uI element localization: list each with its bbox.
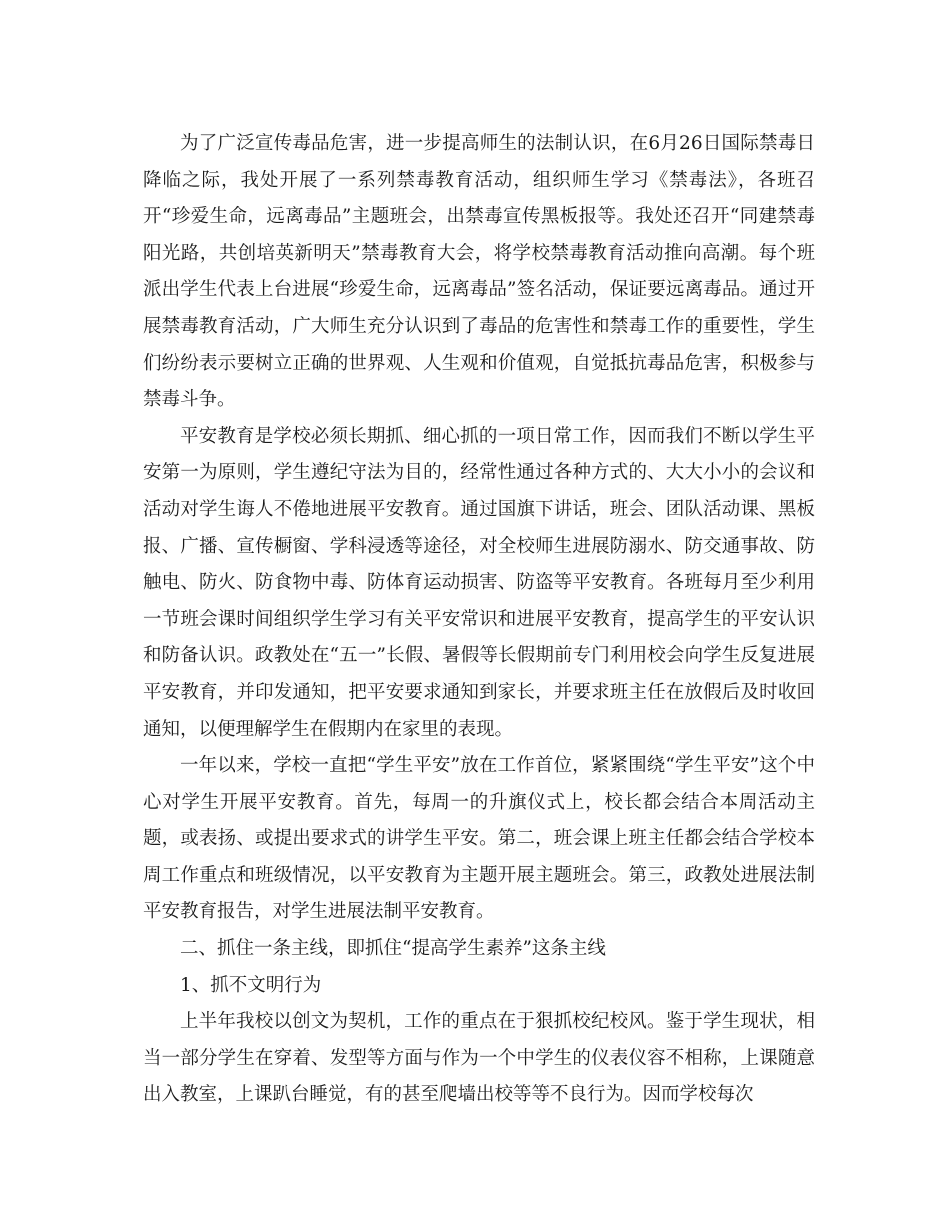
document-body [143,126,815,1114]
subsection-heading-uncivil-behavior: 1、抓不文明行为 [180,974,322,996]
paragraph-student-safety-priority: 一年以来，学校一直把“学生平安”放在工作首位，紧紧围绕“学生平安”这个中心对学生开展平安教育。首先，每周一的升旗仪式上，校长都会结合本周活动主题，或表扬、或提出要求式的讲学生平安。第二，班会课上班主任都会结合学校本周工作重点和班级情况，以平安教育为主题开展主题班会。第三，政教处进展法制平安教育报告，对学生进展法制平安教育。 [143,755,815,923]
paragraph-safety-education: 平安教育是学校必须长期抓、细心抓的一项日常工作，因而我们不断以学生平安第一为原则，学生遵纪守法为目的，经常性通过各种方式的、大大小小的会议和活动对学生诲人不倦地进展平安教育。通过国旗下讲话，班会、团队活动课、黑板报、广播、宣传橱窗、学科浸透等途径，对全校师生进展防溺水、防交通事故、防触电、防火、防食物中毒、防体育运动损害、防盗等平安教育。各班每月至少利用一节班会课时间组织学生学习有关平安常识和进展平安教育，提高学生的平安认识和防备认识。政教处在“五一”长假、暑假等长假期前专门利用校会向学生反复进展平安教育，并印发通知，把平安要求通知到家长，并要求班主任在放假后及时收回通知，以便理解学生在假期内在家里的表现。 [143,425,815,740]
paragraph-school-discipline: 上半年我校以创文为契机，工作的重点在于狠抓校纪校风。鉴于学生现状，相当一部分学生在穿着、发型等方面与作为一个中学生的仪表仪容不相称，上课随意出入教室，上课趴台睡觉，有的甚至爬墙出校等等不良行为。因而学校每次 [143,1011,815,1106]
section-heading-main-line: 二、抓住一条主线，即抓住“提高学生素养”这条主线 [180,938,606,960]
paragraph-anti-drug-education: 为了广泛宣传毒品危害，进一步提高师生的法制认识，在6月26日国际禁毒日降临之际，我处开展了一系列禁毒教育活动，组织师生学习《禁毒法》，各班召开“珍爱生命，远离毒品”主题班会，出禁毒宣传黑板报等。我处还召开“同建禁毒阳光路，共创培英新明天”禁毒教育大会，将学校禁毒教育活动推向高潮。每个班派出学生代表上台进展“珍爱生命，远离毒品”签名活动，保证要远离毒品。通过开展禁毒教育活动，广大师生充分认识到了毒品的危害性和禁毒工作的重要性，学生们纷纷表示要树立正确的世界观、人生观和价值观，自觉抵抗毒品危害，积极参与禁毒斗争。 [143,133,815,411]
